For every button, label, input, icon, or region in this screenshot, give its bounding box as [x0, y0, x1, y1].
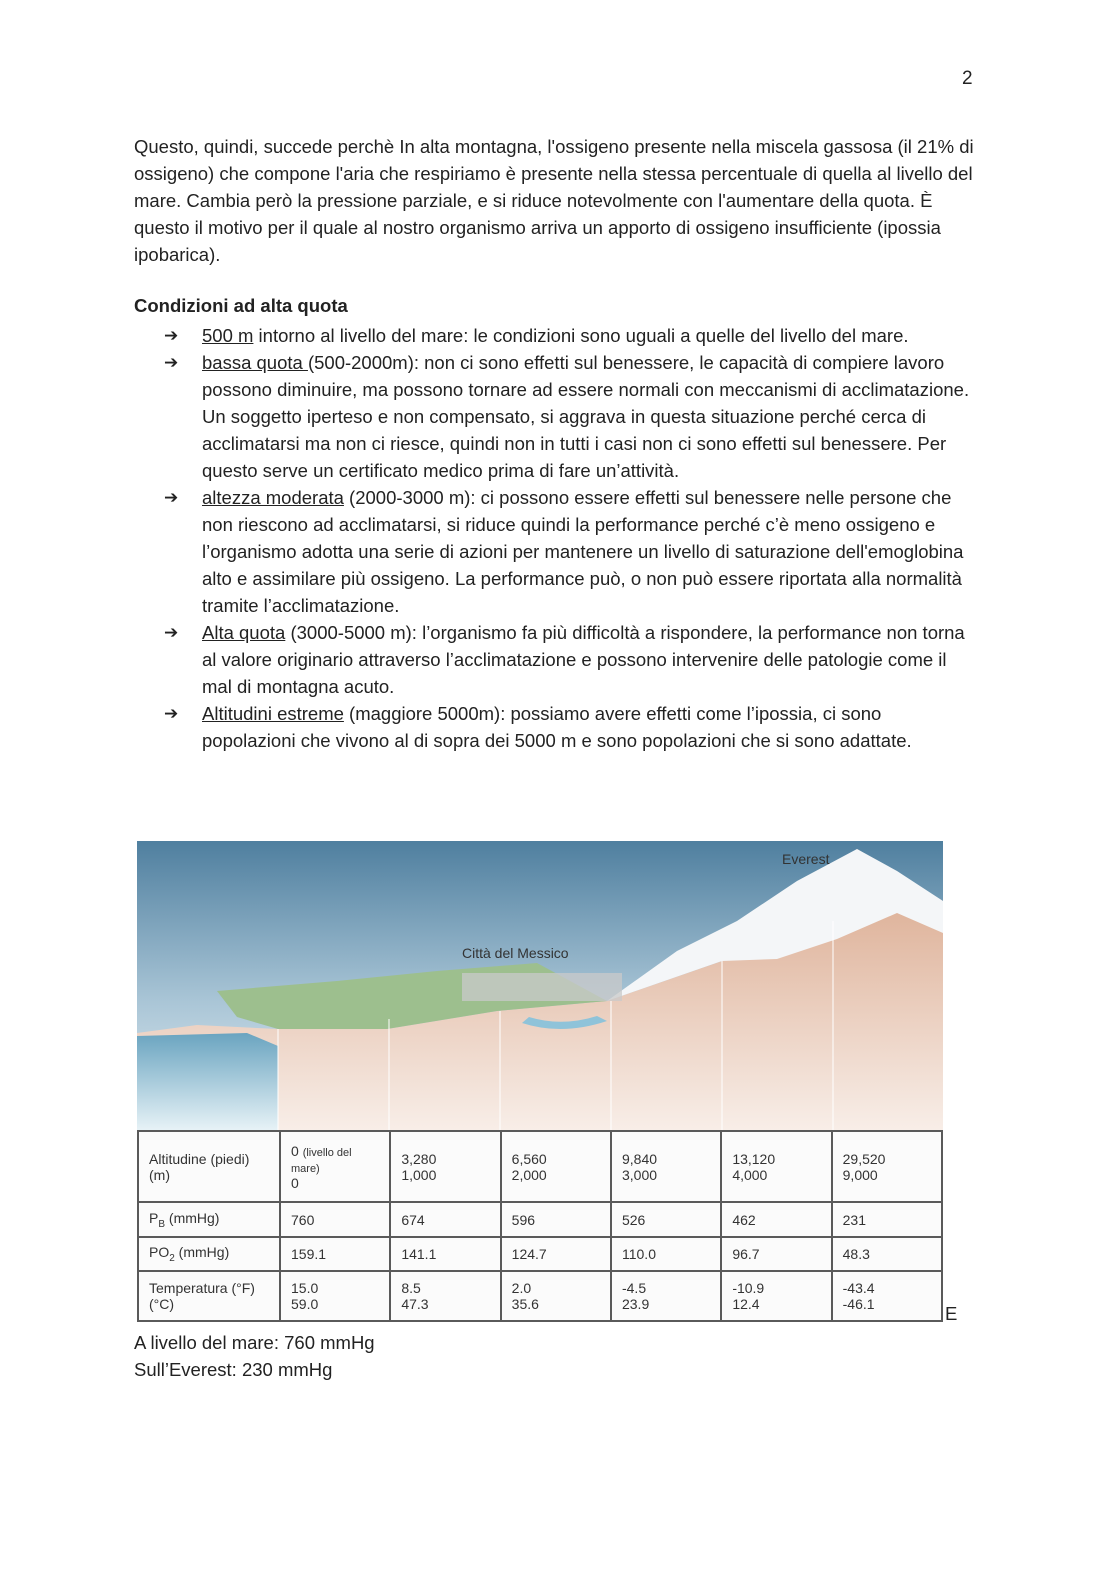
- table-cell: 8.5 47.3: [390, 1271, 500, 1321]
- list-item: [134, 484, 976, 619]
- mountain-illustration: [137, 841, 943, 1131]
- arrow-bullet-icon: ➔: [164, 326, 179, 345]
- table-cell: 6,560 2,000: [501, 1131, 611, 1202]
- everest-pressure: Sull’Everest: 230 mmHg: [134, 1359, 333, 1380]
- table-cell: 674: [390, 1202, 500, 1236]
- conditions-list: [134, 322, 976, 754]
- arrow-bullet-icon: ➔: [164, 704, 179, 723]
- pb-header: $P_B$ (mmHg): [138, 1202, 280, 1236]
- table-cell: 9,840 3,000: [611, 1131, 721, 1202]
- table-cell: 2.0 35.6: [501, 1271, 611, 1321]
- table-cell: -43.4 -46.1: [832, 1271, 942, 1321]
- section-title: Condizioni ad alta quota: [134, 295, 348, 316]
- table-cell: 3,280 1,000: [390, 1131, 500, 1202]
- table-cell: 231: [832, 1202, 942, 1236]
- item-text: (500-2000m): non ci sono effetti sul benessere, le capacità di compiere lavoro possono diminuire, ma possono tornare ad essere normali con meccanismi di acclimatazione. Un soggetto iperteso e non compensato, si aggrava in questa situazione perché cerca di acclimatarsi ma non ci riesce, quindi non in tutti i casi non ci sono effetti sul benessere. Per questo serve un certificato medico prima di fare un’attività.: [202, 352, 970, 481]
- altitude-header: Altitudine (piedi) (m): [138, 1131, 280, 1202]
- item-term: Altitudini estreme: [202, 703, 344, 724]
- city-illustration: [462, 973, 622, 1001]
- table-row: [138, 1271, 942, 1321]
- table-cell: 15.0 59.0: [280, 1271, 390, 1321]
- altitude-figure: [137, 841, 943, 1325]
- table-cell: 0 (livello del mare) 0: [280, 1131, 390, 1202]
- item-text: (maggiore 5000m): possiamo avere effetti come l’ipossia, ci sono popolazioni che vivono al di sopra dei 5000 m e sono popolazioni che si sono adattate.: [202, 703, 912, 751]
- item-text: (3000-5000 m): l’organismo fa più difficoltà a rispondere, la performance non torna al valore originario attraverso l’acclimatazione e possono intervenire delle patologie come il mal di montagna acuto.: [202, 622, 965, 697]
- table-row: [138, 1131, 942, 1202]
- trailing-letter: E: [945, 1303, 958, 1324]
- item-term: 500 m: [202, 325, 254, 346]
- table-cell: 141.1: [390, 1237, 500, 1271]
- sea: [137, 1033, 278, 1131]
- item-term: Alta quota: [202, 622, 286, 643]
- table-cell: 760: [280, 1202, 390, 1236]
- mexico-city-label: Città del Messico: [462, 945, 569, 961]
- table-cell: 462: [721, 1202, 831, 1236]
- table-cell: 13,120 4,000: [721, 1131, 831, 1202]
- sea-level-pressure: A livello del mare: 760 mmHg: [134, 1332, 375, 1353]
- table-cell: 159.1: [280, 1237, 390, 1271]
- list-item: [134, 322, 976, 349]
- item-text: intorno al livello del mare: le condizioni sono uguali a quelle del livello del mare.: [253, 325, 909, 346]
- table-cell: 526: [611, 1202, 721, 1236]
- table-cell: 110.0: [611, 1237, 721, 1271]
- table-cell: 48.3: [832, 1237, 942, 1271]
- arrow-bullet-icon: ➔: [164, 623, 179, 642]
- page-number: 2: [962, 68, 973, 89]
- table-cell: 29,520 9,000: [832, 1131, 942, 1202]
- item-term: bassa quota: [202, 352, 308, 373]
- list-item: [134, 619, 976, 700]
- list-item: [134, 349, 976, 484]
- table-cell: 96.7: [721, 1237, 831, 1271]
- arrow-bullet-icon: ➔: [164, 353, 179, 372]
- temperature-header: Temperatura (°F) (°C): [138, 1271, 280, 1321]
- table-row: [138, 1202, 942, 1236]
- table-cell: 596: [501, 1202, 611, 1236]
- item-term: altezza moderata: [202, 487, 344, 508]
- arrow-bullet-icon: ➔: [164, 488, 179, 507]
- everest-label: Everest: [782, 851, 830, 867]
- intro-paragraph: Questo, quindi, succede perchè In alta montagna, l'ossigeno presente nella miscela gassosa (il 21% di ossigeno) che compone l'aria che respiriamo è presente nella stessa percentuale di quella al livello del mare. Cambia però la pressione parziale, e si riduce notevolmente con l'aumentare della quota. È questo il motivo per il quale al nostro organismo arriva un apporto di ossigeno insufficiente (ipossia ipobarica).: [134, 136, 974, 265]
- item-text: (2000-3000 m): ci possono essere effetti sul benessere nelle persone che non riescono ad acclimatarsi, si riduce quindi la performance perché c’è meno ossigeno e l’organismo adotta una serie di azioni per mantenere un livello di saturazione dell'emoglobina alto e assimilare più ossigeno. La performance può, o non può essere riportata alla normalità tramite l’acclimatazione.: [202, 487, 964, 616]
- table-cell: 124.7: [501, 1237, 611, 1271]
- table-cell: -10.9 12.4: [721, 1271, 831, 1321]
- list-item: [134, 700, 976, 754]
- altitude-table: [137, 1130, 943, 1322]
- po2-header: $PO_2$ (mmHg): [138, 1237, 280, 1271]
- table-row: [138, 1237, 942, 1271]
- pressure-summary: [134, 1329, 375, 1383]
- table-cell: -4.5 23.9: [611, 1271, 721, 1321]
